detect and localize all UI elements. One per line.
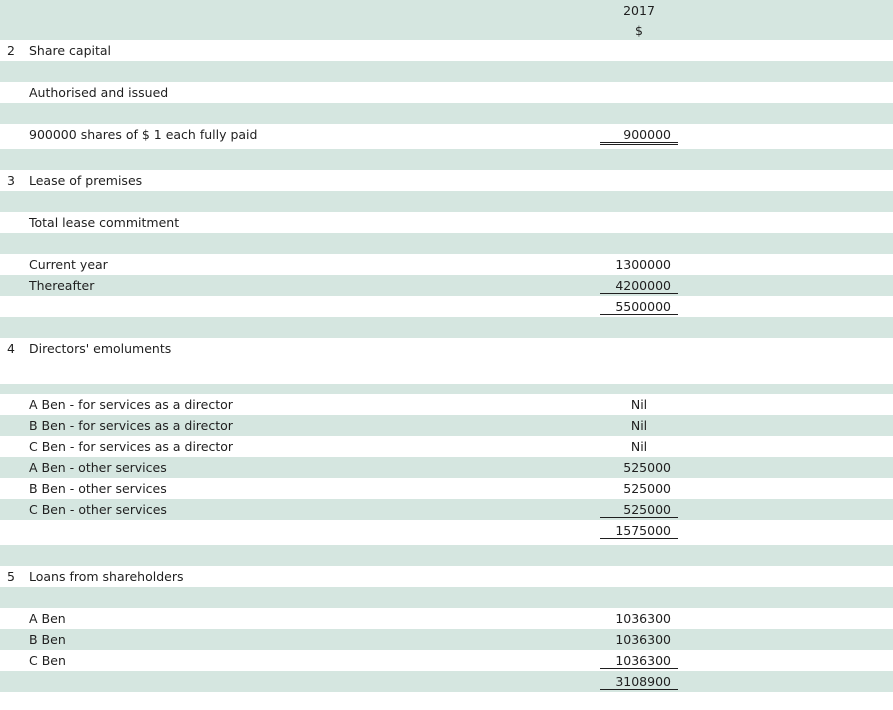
spacer-row — [0, 384, 893, 394]
spacer-row — [0, 587, 893, 608]
item-label: A Ben - other services — [29, 460, 167, 475]
table-row — [0, 478, 893, 499]
header-row-currency — [0, 20, 893, 40]
table-row — [0, 499, 893, 520]
total-row — [0, 520, 893, 545]
spacer-row — [0, 233, 893, 254]
note-4-title-row — [0, 338, 893, 363]
total-row — [0, 671, 893, 692]
year-header: 2017 — [623, 3, 655, 18]
note-title: Directors' emoluments — [29, 341, 172, 356]
note-title: Lease of premises — [29, 173, 143, 188]
total-value: 5500000 — [600, 299, 678, 315]
note-number: 5 — [7, 569, 15, 584]
table-row — [0, 608, 893, 629]
item-value: 1036300 — [600, 653, 678, 669]
total-value: 3108900 — [600, 674, 678, 690]
table-row — [0, 457, 893, 478]
spacer-row — [0, 692, 893, 710]
item-value: 1300000 — [615, 257, 671, 272]
item-label: A Ben - for services as a director — [29, 397, 233, 412]
sub-heading: Authorised and issued — [29, 85, 169, 100]
spacer-row — [0, 317, 893, 338]
item-label: Current year — [29, 257, 108, 272]
note-3-subheading-row — [0, 212, 893, 233]
spacer-row — [0, 191, 893, 212]
item-value: 525000 — [623, 460, 671, 475]
note-number: 3 — [7, 173, 15, 188]
item-label: B Ben - other services — [29, 481, 167, 496]
table-row — [0, 650, 893, 671]
note-title: Share capital — [29, 43, 112, 58]
item-value: 525000 — [600, 502, 678, 518]
total-row — [0, 296, 893, 317]
item-value: Nil — [630, 439, 648, 454]
spacer-row — [0, 363, 893, 384]
note-number: 4 — [7, 341, 15, 356]
spacer-row — [0, 103, 893, 124]
table-row — [0, 254, 893, 275]
item-label: A Ben — [29, 611, 66, 626]
item-value: Nil — [630, 397, 648, 412]
item-label: Thereafter — [29, 278, 95, 293]
item-label: B Ben — [29, 632, 66, 647]
note-3-title-row — [0, 170, 893, 191]
line-value: 900000 — [600, 127, 678, 145]
item-label: C Ben - for services as a director — [29, 439, 234, 454]
currency-header: $ — [635, 23, 643, 38]
item-value: 4200000 — [600, 278, 678, 294]
spacer-row — [0, 149, 893, 170]
note-2-line-row — [0, 124, 893, 149]
item-label: C Ben - other services — [29, 502, 167, 517]
note-2-subheading-row — [0, 82, 893, 103]
table-row — [0, 629, 893, 650]
item-label: C Ben — [29, 653, 66, 668]
spacer-row — [0, 545, 893, 566]
item-value: 1036300 — [615, 611, 671, 626]
item-value: 1036300 — [615, 632, 671, 647]
sub-heading: Total lease commitment — [29, 215, 180, 230]
line-label: 900000 shares of $ 1 each fully paid — [29, 127, 258, 142]
note-5-title-row — [0, 566, 893, 587]
table-row — [0, 275, 893, 296]
table-row — [0, 436, 893, 457]
note-2-title-row — [0, 40, 893, 61]
total-value: 1575000 — [600, 523, 678, 539]
spacer-row — [0, 61, 893, 82]
header-row-year — [0, 0, 893, 20]
item-value: 525000 — [623, 481, 671, 496]
note-number: 2 — [7, 43, 15, 58]
note-title: Loans from shareholders — [29, 569, 184, 584]
item-label: B Ben - for services as a director — [29, 418, 233, 433]
table-row — [0, 394, 893, 415]
table-row — [0, 415, 893, 436]
item-value: Nil — [630, 418, 648, 433]
